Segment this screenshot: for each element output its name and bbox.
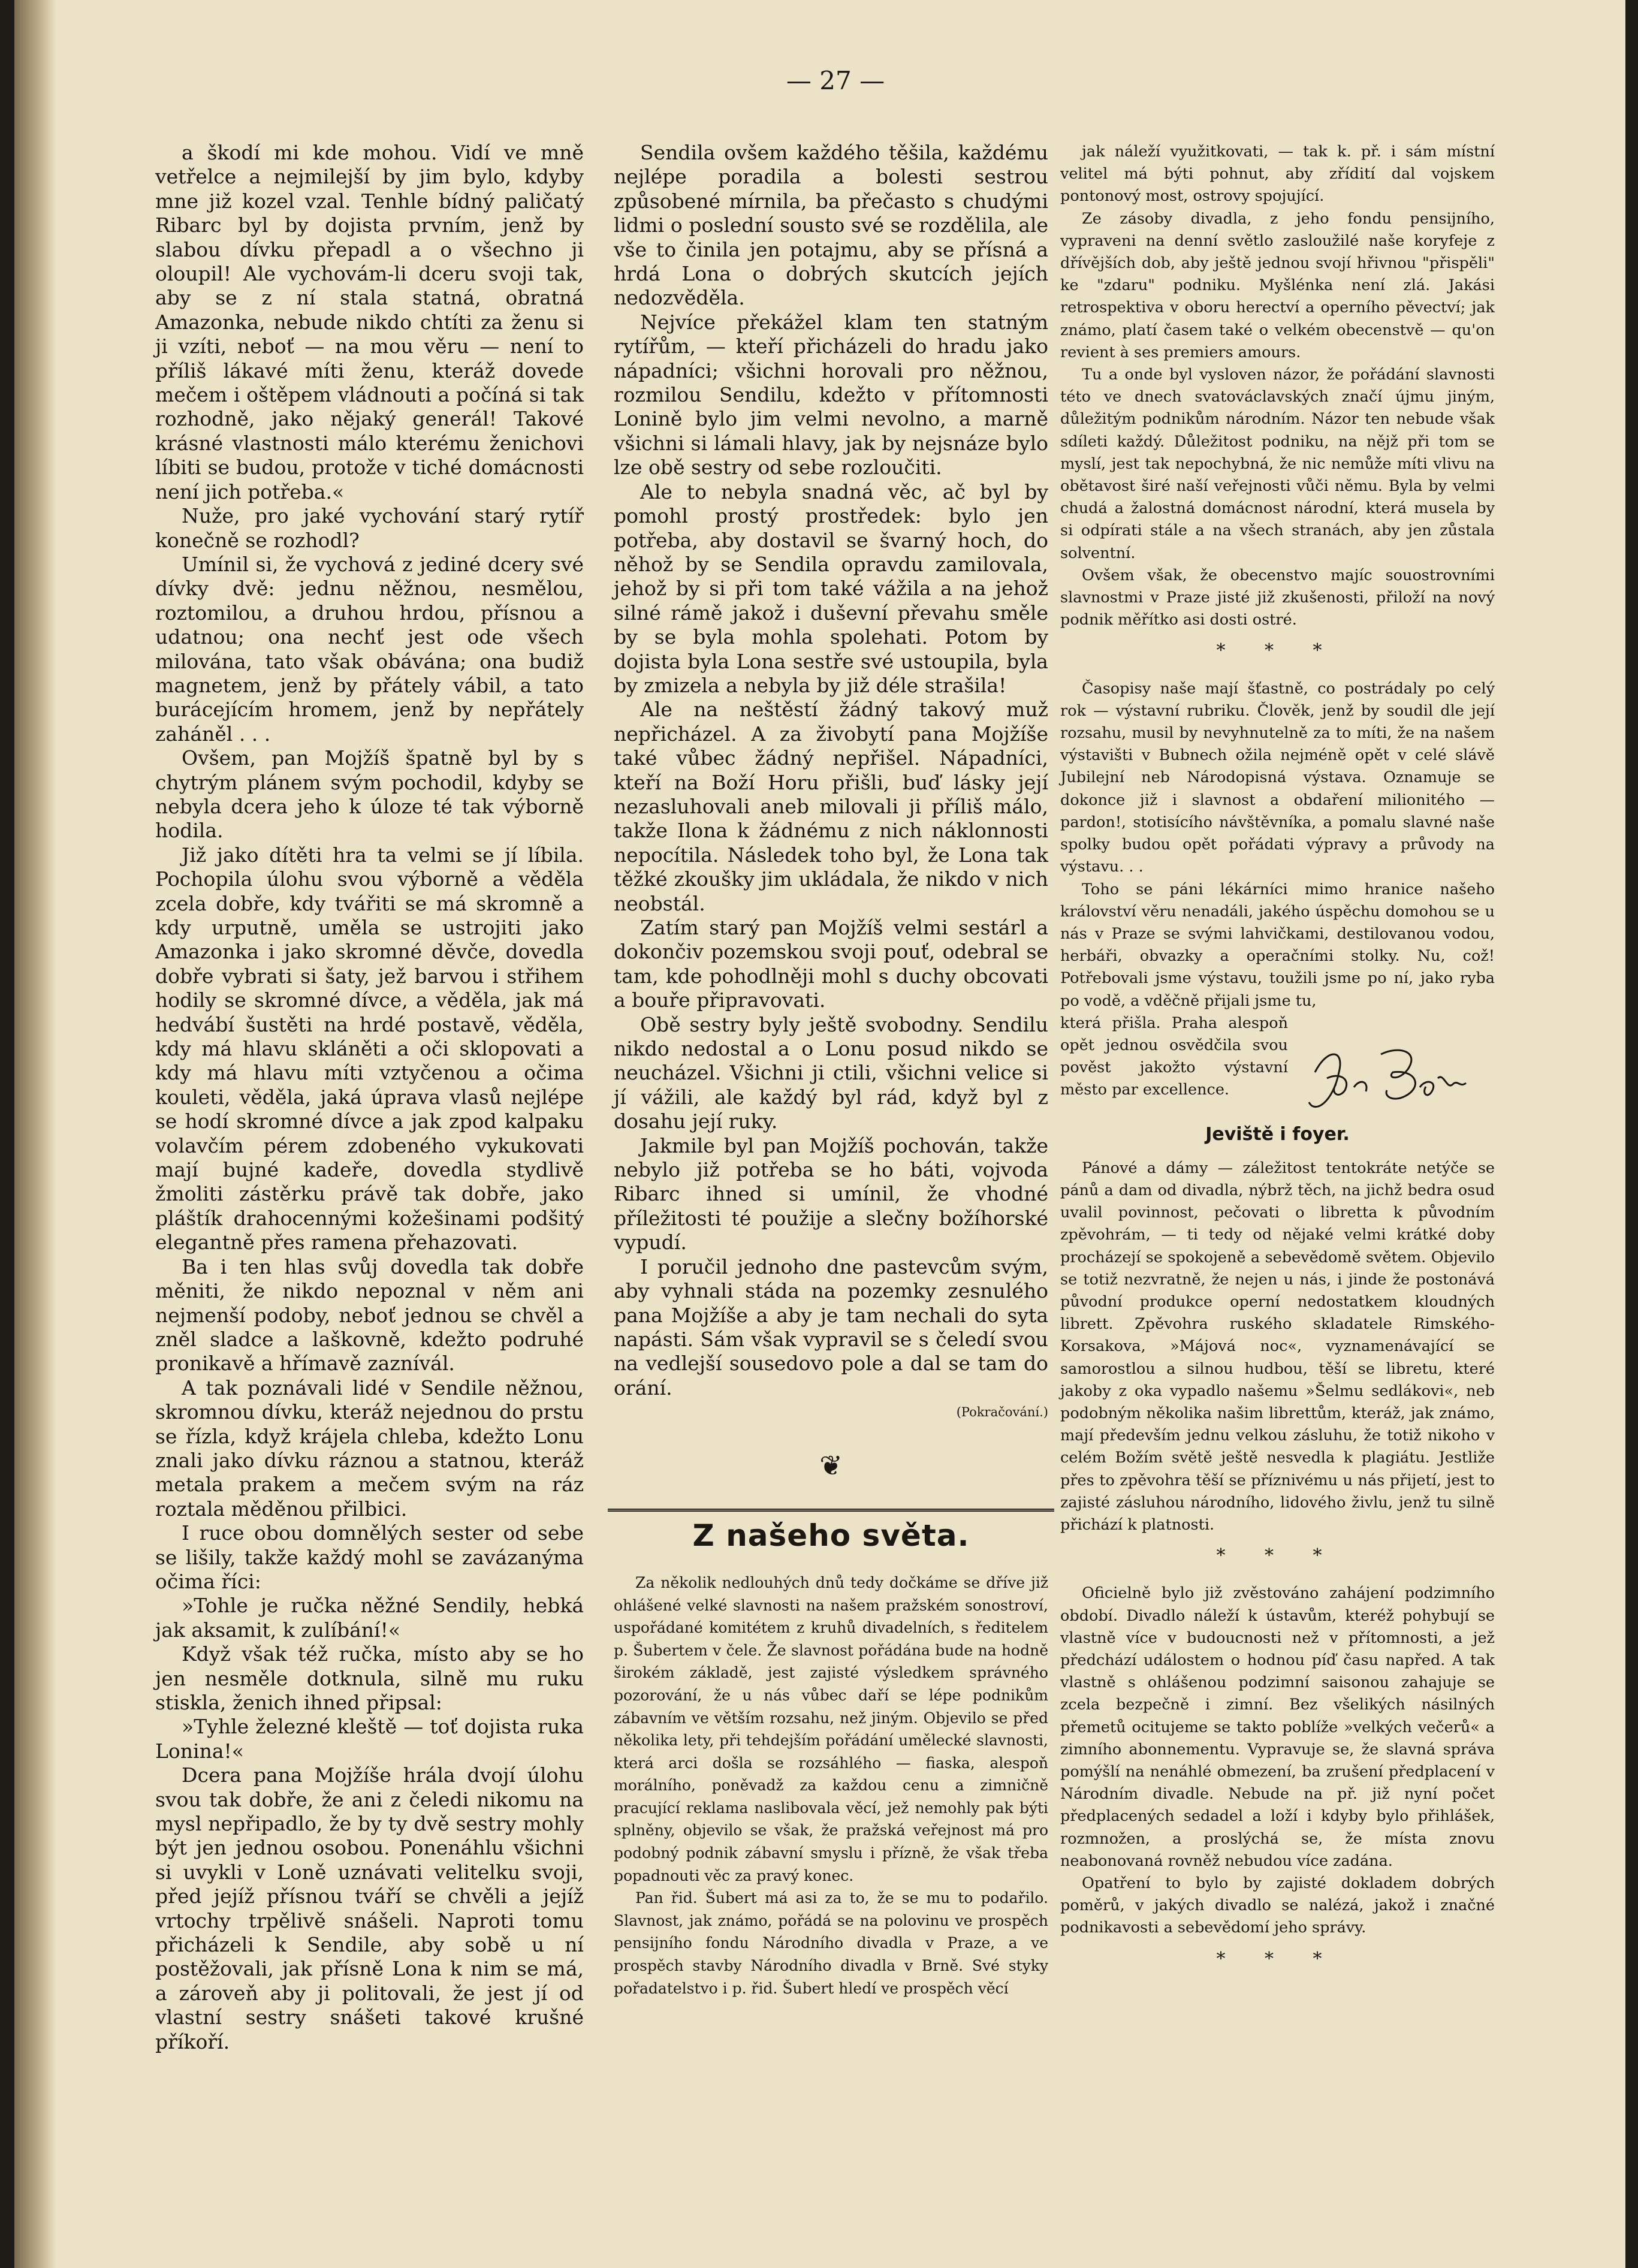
paragraph: a škodí mi kde mohou. Vidí ve mně vetřelce a nejmilejší by jim bylo, kdyby mne již kozel vzal. Tenhle bídný paličatý Ribarc byl by dojista prvním, jenž by slabou dívku přepadl a o všechno ji oloupil! Ale vychovám-li dceru svoji tak, aby se z ní stala statná, obratná Amazonka, nebude nikdo chtíti za ženu si ji vzíti, neboť — na mou věru — není to příliš lákavé míti ženu, kteráž dovede mečem i oštěpem vládnouti a počíná si tak rozhodně, jako nějaký generál! Takové krásné vlastnosti málo kterému ženichovi líbiti se budou, protože v tiché domácnosti není jich potřeba.« xyxy=(155,141,584,503)
paragraph: která přišla. Praha alespoň opět jednou osvědčila svou pověst jakožto výstavní město par excellence. xyxy=(1060,1014,1288,1099)
paragraph: Když však též ručka, místo aby se ho jen nesměle dotknula, silně mu ruku stiskla, ženich ihned připsal: xyxy=(155,1642,584,1714)
section-separator-stars: * * * xyxy=(1216,640,1339,662)
paragraph: Nejvíce překážel klam ten statným rytířům, — kteří přicházeli do hradu jako nápadníci; všichni horovali pro něžnou, rozmilou Sendilu, kdežto v přítomnosti Lonině bylo jim velmi nevolno, a marně všichni si lámali hlavy, jak by nejsnáze bylo lze obě sestry od sebe rozloučiti. xyxy=(614,310,1048,479)
paragraph: Umínil si, že vychová z jediné dcery své dívky dvě: jednu něžnou, nesmělou, roztomilou, a druhou hrdou, přísnou a udatnou; ona nechť jest ode všech milována, tato však obávána; ona budiž magnetem, jenž by přátely vábil, a tato burácejícím hromem, jenž by nepřátely zaháněl . . . xyxy=(155,552,584,746)
section-separator-stars: * * * xyxy=(1216,1948,1339,1970)
fleuron-ornament-icon: ❦ xyxy=(819,1449,843,1482)
paragraph: Již jako dítěti hra ta velmi se jí líbila. Pochopila úlohu svou výborně a věděla zcela dobře, kdy tvářiti se má skromně a kdy urputně, uměla se ustrojiti jako Amazonka i jako skromné děvče, dovedla dobře vybrati si šaty, jež barvou i střihem hodily se skromné dívce, a věděla, jak má hedvábí šustěti na hrdé postavě, věděla, kdy má hlavu skláněti a oči sklopovati a kdy má hlavu míti vztyčenou a očima kouleti, věděla, jaká úprava vlasů nejlépe se hodí skromné dívce a jak zpod kalpaku volavčím pérem zdobeného vykukovati mají bujné kadeře, dovedla stydlivě žmoliti zástěrku právě tak dobře, jako pláštík drahocennými kožešinami podšitý elegantně přes ramena přehazovati. xyxy=(155,843,584,1254)
paragraph: A tak poznávali lidé v Sendile něžnou, skromnou dívku, kteráž nejednou do prstu se řízla, když krájela chleba, kdežto Lonu znali jako dívku ráznou a statnou, kteráž metala prakem a mečem svým na ráz roztala měděnou přilbici. xyxy=(155,1376,584,1521)
paragraph: Ale na neštěstí žádný takový muž nepřicházel. A za živobytí pana Mojžíše také vůbec žádný nepřišel. Nápadníci, kteří na Boží Horu přišli, buď lásky její nezasluhovali aneb milovali ji příliš málo, takže Ilona k žádnému z nich náklonnosti nepocítila. Následek toho byl, že Lona tak těžké zkoušky jim ukládala, že nikdo v nich neobstál. xyxy=(614,698,1048,915)
signature-paragraph-wrap xyxy=(1060,1012,1288,1102)
paragraph: Ze zásoby divadla, z jeho fondu pensijního, vypraveni na denní světlo zasloužilé naše koryfeje z dřívějších dob, aby ještě jednou svojí hřivnou "přispěli" ke "zdaru" podniku. Myšlénka není zlá. Jakási retrospektiva v oboru herectví a operního pěvectví; jak známo, platí časem také o velkém obecenstvě — qu'on revient à ses premiers amours. xyxy=(1060,209,1495,361)
paragraph: Zatím starý pan Mojžíš velmi sestárl a dokončiv pozemskou svoji pouť, odebral se tam, kde pohodlněji mohl s duchy obcovati a bouře připravovati. xyxy=(614,916,1048,1012)
signature-block xyxy=(1060,1012,1495,1102)
paragraph: Ale to nebyla snadná věc, ač byl by pomohl prostý prostředek: bylo jen potřeba, aby dostavil se švarný hoch, do něhož by se Sendila opravdu zamilovala, jehož by si při tom také vážila a na jehož silné rámě jakož i duševní převahu směle by se byla mohla spolehati. Potom by dojista byla Lona sestře své ustoupila, byla by zmizela a nebyla by již déle strašila! xyxy=(614,479,1048,697)
paragraph: Časopisy naše mají šťastně, co postrádaly po celý rok — výstavní rubriku. Člověk, jenž by soudil dle její rozsahu, musil by nevyhnutelně za to míti, že na našem výstavišti v Bubnech ožila nejméně opět v celé slávě Jubilejní neb Národopisná výstava. Oznamuje se dokonce již i slavnost a obdaření milionitého — pardon!, stotisícího návštěvníka, a pomalu slavné naše spolky budou opět pořádati výpravy a průvody na výstavu. . . xyxy=(1060,679,1495,876)
column-3 xyxy=(1060,141,1495,1986)
handwritten-signature-icon xyxy=(1303,1036,1477,1120)
column-1 xyxy=(155,141,584,2054)
paragraph: »Tohle je ručka něžné Sendily, hebká jak aksamit, k zulíbání!« xyxy=(155,1594,584,1642)
paragraph: Dcera pana Mojžíše hrála dvojí úlohu svou tak dobře, že ani z čeledi nikomu na mysl nepřipadlo, že by ty dvě sestry mohly být jen jednou osobou. Ponenáhlu všichni si uvykli v Loně uznávati velitelku svoji, před jejíž přísnou tváří se chvěli a jejíž vrtochy trpělivě snášeli. Naproti tomu přicházeli k Sendile, aby sobě u ní postěžovali, jak přísně Lona k nim se má, a zároveň aby ji politovali, že jest jí od vlastní sestry snášeti takové krušné příkoří. xyxy=(155,1763,584,2053)
paragraph: Obě sestry byly ještě svobodny. Sendilu nikdo nedostal a o Lonu posud nikdo se neucházel. Všichni ji ctili, všichni velice si jí vážili, ale každý byl rád, když byl z dosahu její ruky. xyxy=(614,1012,1048,1133)
paragraph: Pánové a dámy — záležitost tentokráte netýče se pánů a dam od divadla, nýbrž těch, na jichž bedra osud uvalil povinnost, pečovati o libretta k původním zpěvohrám, — ti tedy od nějaké velmi krátké doby procházejí se spokojeně a sebevědomě světem. Objevilo se totiž nezvratně, že nejen u nás, i jinde že postonává původní produkce operní nedostatkem kloudných librett. Zpěvohra ruského skladatele Rimského-Korsakova, »Májová noc«, vyznamenávající se samorostlou a silnou hudbou, těší se libretu, které jakoby z oka vypadlo našemu »Šelmu sedlákovi«, neb podobným několika našim librettům, kteráž, jak známo, mají především jednu velkou zásluhu, že totiž nikoho v celém Božím světě ještě nesvedla k plagiátu. Jestliže přes to zpěvohra těší se příznivému u nás přijetí, jest to zajisté zásluhou národního, lidového živlu, jenž tu silně přichází k platnosti. xyxy=(1060,1159,1495,1534)
paragraph: I poručil jednoho dne pastevcům svým, aby vyhnali stáda na pozemky zesnulého pana Mojžíše a aby je tam nechali do syta napásti. Sám však vypravil se s čeledí svou na vedlejší sousedovo pole a dal se tam do orání. xyxy=(614,1254,1048,1400)
page-binding-shadow xyxy=(14,0,56,2268)
paragraph: Ovšem však, že obecenstvo majíc souostrovními slavnostmi v Praze jisté již zkušenosti, přiloží na nový podnik měřítko asi dosti ostré. xyxy=(1060,566,1495,629)
section-title: Z našeho světa. xyxy=(692,1518,970,1553)
subsection-title: Jeviště i foyer. xyxy=(1205,1123,1350,1145)
section-separator-stars: * * * xyxy=(1216,1545,1339,1567)
paragraph: Jakmile byl pan Mojžíš pochován, takže nebylo již potřeba se ho báti, vojvoda Ribarc ihned si umínil, že vhodné příležitosti té použije a slečny božíhorské vypudí. xyxy=(614,1133,1048,1254)
paragraph: Opatření to bylo by zajisté dokladem dobrých poměrů, v jakých divadlo se nalézá, jakož i značné podnikavosti a sebevědomí jeho správy. xyxy=(1060,1874,1495,1937)
paragraph: I ruce obou domnělých sester od sebe se lišily, takže každý mohl se zavázanýma očima říci: xyxy=(155,1521,584,1593)
paragraph: Oficielně bylo již zvěstováno zahájení podzimního období. Divadlo náleží k ústavům, kteréž pohybují se vlastně více v budoucnosti než v přítomnosti, a jež předchází událostem o hodnou píď času napřed. A tak vlastně s ohlášenou podzimní saisonou zahajuje se zcela bezpečně i zimní. Bez všelikých násilných přemetů ocitujeme se takto poblíže »velkých večerů« a zimního abonnementu. Vypravuje se, že slavná správa pomýšlí na nenáhlé obmezení, ba zrušení předplacení v Národním divadle. Nebude na př. již nyní počet předplacených sedadel a loží i kdyby bylo přihlášek, rozmnožen, a proslýchá se, že místa znovu neabonovaná rovněž nebudou více zadána. xyxy=(1060,1584,1495,1870)
paragraph: Sendila ovšem každého těšila, každému nejlépe poradila a bolesti sestrou způsobené mírnila, ba přečasto s chudými lidmi o poslední sousto své se rozdělila, ale vše to činila jen potajmu, aby se přísná a hrdá Lona o dobrých skutcích jejích nedozvěděla. xyxy=(614,141,1048,310)
paragraph: Za několik nedlouhých dnů tedy dočkáme se dříve již ohlášené velké slavnosti na našem pražském sonostroví, uspořádané komitétem z kruhů divadelních, s ředitelem p. Šubertem v čele. Že slavnost pořádána bude na hodně širokém základě, jest zajisté výsledkem správného pozorování, že u nás vůbec daří se lépe podnikům zábavním ve větším rozsahu, než jiným. Objevilo se před několika lety, při tehdejším pořádání umělecké slavnosti, která arci došla se rozsáhlého — fiaska, alespoň morálního, poněvadž za každou cenu a zimničně pracující reklama naslibovala věcí, jež nemohly pak býti splněny, objevilo se však, že pražská veřejnost má pro podobný podnik zábavní smyslu i přízně, že však třeba popadnouti věc za pravý konec. xyxy=(614,1573,1048,1884)
column-2 xyxy=(614,141,1048,1999)
section-body xyxy=(614,1572,1048,1999)
section-divider xyxy=(608,1509,1054,1512)
paragraph: Nuže, pro jaké vychování starý rytíř konečně se rozhodl? xyxy=(155,504,584,552)
paragraph: Tu a onde byl vysloven názor, že pořádání slavnosti této ve dnech svatováclavských značí újmu jiným, důležitým podnikům národním. Názor ten nebude však sdíleti každý. Důležitost podniku, na nějž při tom se myslí, jest tak nepochybná, že nic nemůže míti vlivu na obětavost širé naší veřejnosti vůči němu. Byla by velmi chudá a žalostná domácnost národní, která musela by si odpírati stále a na všech stranách, aby jen zůstala solventní. xyxy=(1060,366,1495,562)
newspaper-page xyxy=(14,0,1625,2268)
paragraph: jak náleží využitkovati, — tak k. př. i sám místní velitel má býti pohnut, aby zřídití dal vojskem pontonový most, ostrovy spojující. xyxy=(1060,143,1495,206)
paragraph: »Tyhle železné kleště — toť dojista ruka Lonina!« xyxy=(155,1715,584,1763)
paragraph: Ba i ten hlas svůj dovedla tak dobře měniti, že nikdo nepoznal v něm ani nejmenší podoby, neboť jednou se chvěl a zněl sladce a laškovně, kdežto podruhé pronikavě a hřímavě zaznívál. xyxy=(155,1254,584,1376)
continued-note: (Pokračování.) xyxy=(956,1405,1048,1420)
page-number: — 27 — xyxy=(786,66,885,95)
paragraph: Ovšem, pan Mojžíš špatně byl by s chytrým plánem svým pochodil, kdyby se nebyla dcera jeho k úloze té tak výborně hodila. xyxy=(155,746,584,843)
paragraph: Pan řid. Šubert má asi za to, že se mu to podařilo. Slavnost, jak známo, pořádá se na polovinu ve prospěch pensijního fondu Národního divadla v Praze, a ve prospěch stavby Národního divadla v Brně. Své styky pořadatelstvo i p. řid. Šubert hledí ve prospěch věcí xyxy=(614,1889,1048,1997)
paragraph: Toho se páni lékárníci mimo hranice našeho království věru nenadáli, jakého úspěchu domohou se u nás v Praze se svými lahvičkami, destilovanou vodou, herbáři, obvazky a operačními stolky. Nu, což! Potřebovali jsme výstavu, toužili jsme po ní, jako ryba po vodě, a vděčně přijali jsme tu, xyxy=(1060,880,1495,1010)
